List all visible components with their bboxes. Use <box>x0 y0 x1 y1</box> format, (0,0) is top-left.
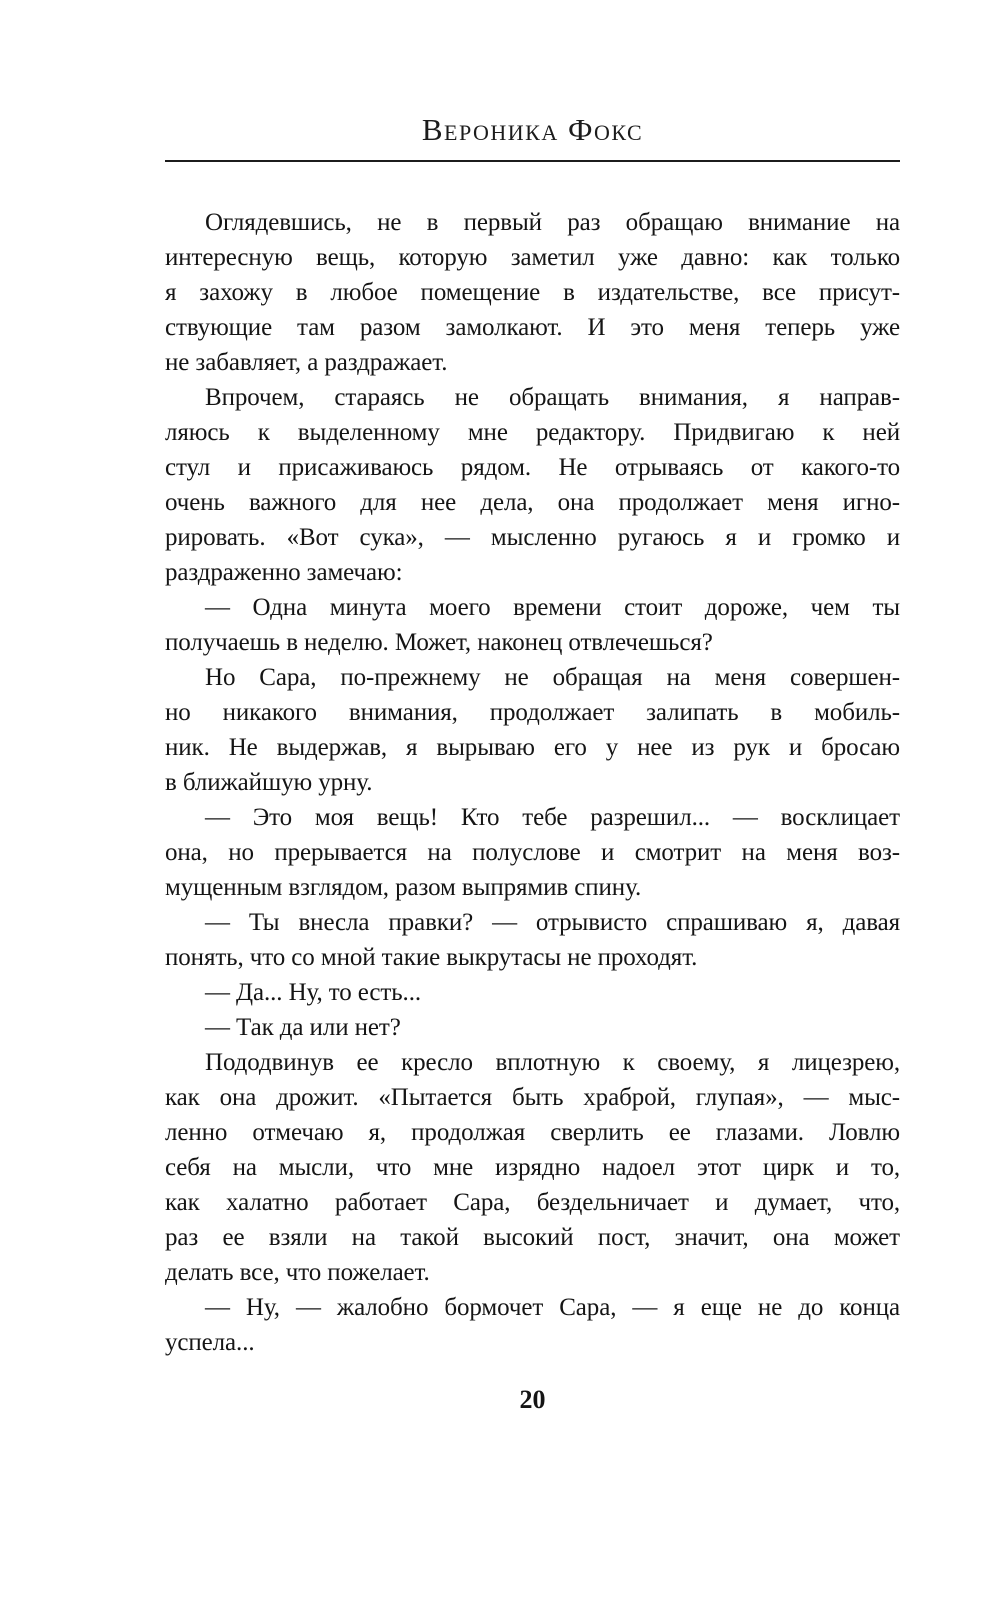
text-line: она, но прерывается на полуслове и смотрит на меня воз- <box>165 839 900 866</box>
body-text <box>165 205 900 1360</box>
text-line: ник. Не выдержав, я вырываю его у нее из рук и бросаю <box>165 734 900 761</box>
text-line: ствующие там разом замолкают. И это меня теперь уже <box>165 314 900 341</box>
text-line: Но Сара, по-прежнему не обращая на меня совершен- <box>205 664 900 691</box>
paragraph <box>165 1010 900 1045</box>
text-line: делать все, что пожелает. <box>165 1259 430 1286</box>
text-line: интересную вещь, которую заметил уже давно: как только <box>165 244 900 271</box>
text-line: ленно отмечаю я, продолжая сверлить ее глазами. Ловлю <box>165 1119 900 1146</box>
text-line: но никакого внимания, продолжает залипать в мобиль- <box>165 699 900 726</box>
text-line: — Ну, — жалобно бормочет Сара, — я еще не до конца <box>205 1294 900 1321</box>
paragraph <box>165 800 900 905</box>
text-line: в ближайшую урну. <box>165 769 373 796</box>
text-line: — Так да или нет? <box>205 1014 401 1041</box>
text-line: стул и присаживаюсь рядом. Не отрываясь от какого-то <box>165 454 900 481</box>
paragraph <box>165 380 900 590</box>
author-name: Вероника Фокс <box>421 112 644 147</box>
paragraph <box>165 1290 900 1360</box>
paragraph <box>165 975 900 1010</box>
page-number: 20 <box>519 1385 546 1414</box>
text-line: ляюсь к выделенному мне редактору. Придвигаю к ней <box>165 419 900 446</box>
text-line: мущенным взглядом, разом выпрямив спину. <box>165 874 642 901</box>
text-line: как халатно работает Сара, бездельничает и думает, что, <box>165 1189 900 1216</box>
text-line: рировать. «Вот сука», — мысленно ругаюсь я и громко и <box>165 524 900 551</box>
text-line: себя на мысли, что мне изрядно надоел этот цирк и то, <box>165 1154 900 1181</box>
text-line: успела... <box>165 1329 255 1356</box>
text-line: — Ты внесла правки? — отрывисто спрашиваю я, давая <box>205 909 900 936</box>
paragraph <box>165 1045 900 1290</box>
text-line: раздраженно замечаю: <box>165 559 403 586</box>
text-line: понять, что со мной такие выкрутасы не проходят. <box>165 944 698 971</box>
paragraph <box>165 590 900 660</box>
text-line: Оглядевшись, не в первый раз обращаю внимание на <box>205 209 900 236</box>
text-line: — Это моя вещь! Кто тебе разрешил... — восклицает <box>205 804 900 831</box>
text-line: я захожу в любое помещение в издательстве, все присут- <box>165 279 900 306</box>
text-line: — Да... Ну, то есть... <box>205 979 421 1006</box>
paragraph <box>165 660 900 800</box>
header-rule <box>165 160 900 162</box>
text-line: — Одна минута моего времени стоит дороже, чем ты <box>205 594 900 621</box>
paragraph <box>165 205 900 380</box>
paragraph <box>165 905 900 975</box>
text-line: Впрочем, стараясь не обращать внимания, я направ- <box>205 384 900 411</box>
text-line: раз ее взяли на такой высокий пост, значит, она может <box>165 1224 900 1251</box>
text-line: как она дрожит. «Пытается быть храброй, глупая», — мыс- <box>165 1084 900 1111</box>
text-line: очень важного для нее дела, она продолжает меня игно- <box>165 489 900 516</box>
text-line: не забавляет, а раздражает. <box>165 349 448 376</box>
running-header <box>165 112 900 162</box>
text-line: Пододвинув ее кресло вплотную к своему, я лицезрею, <box>205 1049 900 1076</box>
text-line: получаешь в неделю. Может, наконец отвлечешься? <box>165 629 713 656</box>
